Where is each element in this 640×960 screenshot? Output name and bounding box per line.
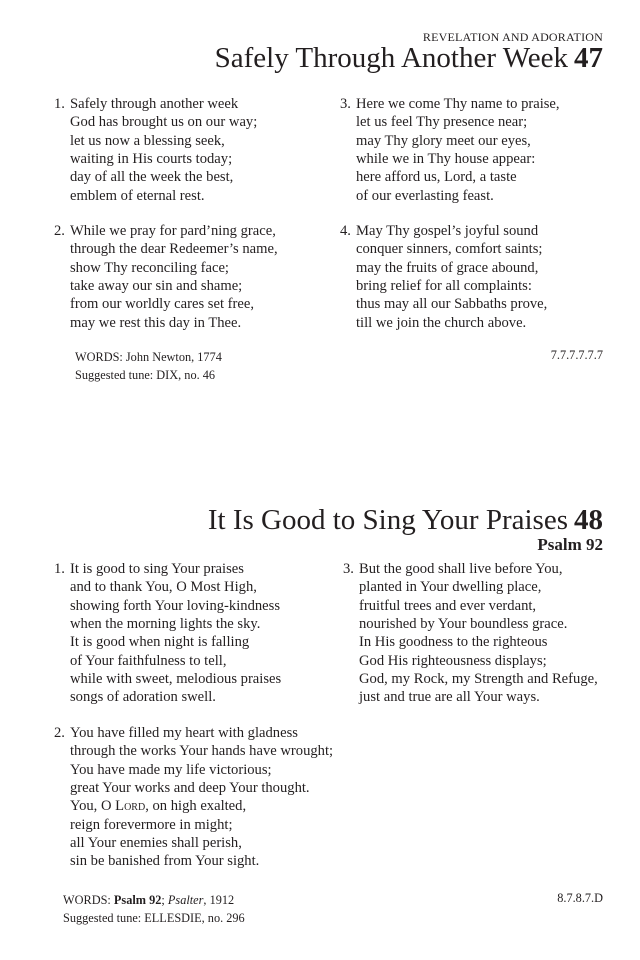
verse-line: While we pray for pard’ning grace, <box>70 223 276 239</box>
meter: 8.7.8.7.D <box>557 891 603 905</box>
suggested-tune: Suggested tune: DIX, no. 46 <box>75 368 216 382</box>
words-credit <box>63 891 245 909</box>
hymn-subtitle: Psalm 92 <box>537 535 603 554</box>
words-prefix: WORDS: <box>63 893 114 907</box>
verse-line: just and true are all Your ways. <box>359 689 540 706</box>
verse-line: It is good when night is falling <box>70 634 250 651</box>
verse-line: of Your faithfulness to tell, <box>70 652 227 669</box>
verse-line: while with sweet, melodious praises <box>70 671 282 688</box>
verse-line: songs of adoration swell. <box>70 689 216 706</box>
verse <box>54 222 278 332</box>
hymn-title-text: Safely Through Another Week <box>214 42 568 74</box>
words-year: , 1912 <box>203 893 235 907</box>
verse-line: great Your works and deep Your thought. <box>70 780 310 797</box>
meter: 7.7.7.7.7.7 <box>550 348 603 362</box>
verse-line: emblem of eternal rest. <box>70 187 205 204</box>
verse-line: waiting in His courts today; <box>70 151 233 168</box>
words-credit: WORDS: John Newton, 1774 <box>75 350 222 364</box>
hymn-title <box>215 42 603 75</box>
verse-line: sin be banished from Your sight. <box>70 853 260 870</box>
verse-number: 1. <box>54 96 65 112</box>
verse-line: May Thy gospel’s joyful sound <box>356 223 539 239</box>
verse-line: take away our sin and shame; <box>70 278 243 295</box>
verse <box>340 222 547 332</box>
verse-line: God has brought us on our way; <box>70 114 258 131</box>
verse-line: bring relief for all complaints: <box>356 278 532 295</box>
verse-line: You have filled my heart with gladness <box>70 725 298 741</box>
verse-line: Safely through another week <box>70 96 239 112</box>
verse-line: when the morning lights the sky. <box>70 616 261 633</box>
verse-line: God, my Rock, my Strength and Refuge, <box>359 671 598 688</box>
verse <box>54 95 257 205</box>
verse-line: may Thy glory meet our eyes, <box>356 132 531 149</box>
verse-number: 2. <box>54 725 65 741</box>
verse <box>343 560 598 707</box>
verse-line: conquer sinners, comfort saints; <box>356 241 543 258</box>
suggested-tune: Suggested tune: ELLESDIE, no. 296 <box>63 911 245 925</box>
credits <box>63 891 245 927</box>
verse-line: may the fruits of grace abound, <box>356 259 539 276</box>
verse-line: of our everlasting feast. <box>356 187 494 204</box>
verse-line: fruitful trees and ever verdant, <box>359 597 537 614</box>
words-source: Psalm 92 <box>113 893 162 907</box>
verse-line: Here we come Thy name to praise, <box>356 96 560 112</box>
verse-line: let us feel Thy presence near; <box>356 114 528 131</box>
verse-line: here afford us, Lord, a taste <box>356 169 517 186</box>
verse-line: through the works Your hands have wrought; <box>70 743 334 760</box>
verse-number: 4. <box>340 223 351 239</box>
words-separator: ; <box>161 893 168 907</box>
verse-line: nourished by Your boundless grace. <box>359 616 568 633</box>
verse-line: may we rest this day in Thee. <box>70 314 242 331</box>
hymn-number: 47 <box>574 42 603 74</box>
verse <box>340 95 560 205</box>
hymn-title <box>208 504 603 537</box>
hymn-title-text: It Is Good to Sing Your Praises <box>207 504 568 536</box>
hymn-number: 48 <box>574 504 603 536</box>
verse-line: till we join the church above. <box>356 314 527 331</box>
verse-line: It is good to sing Your praises <box>70 561 244 577</box>
words-psalter: Psalter <box>167 893 204 907</box>
verse-number: 2. <box>54 223 65 239</box>
verse <box>54 560 281 707</box>
verse-line: showing forth Your loving-kindness <box>70 597 280 614</box>
verse-line: You have made my life victorious; <box>70 761 272 778</box>
verse-line: thus may all our Sabbaths prove, <box>356 296 548 313</box>
credits <box>75 348 222 384</box>
verse-line: show Thy reconciling face; <box>70 259 229 276</box>
verse-line: In His goodness to the righteous <box>359 634 548 651</box>
verse-line: all Your enemies shall perish, <box>70 835 242 852</box>
verse-line: But the good shall live before You, <box>359 561 563 577</box>
verse-number: 1. <box>54 561 65 577</box>
verse-line: through the dear Redeemer’s name, <box>70 241 278 258</box>
verse-number: 3. <box>340 96 351 112</box>
verse-line: from our worldly cares set free, <box>70 296 254 313</box>
verse-line: reign forevermore in might; <box>70 816 233 833</box>
verse-line: let us now a blessing seek, <box>70 132 225 149</box>
verse-line: God His righteousness displays; <box>359 652 547 669</box>
section-heading: REVELATION AND ADORATION <box>422 30 603 44</box>
verse-line: while we in Thy house appear: <box>356 151 536 168</box>
verse-number: 3. <box>343 561 354 577</box>
verse-line: You, O Lord, on high exalted, <box>70 798 247 815</box>
verse-line: and to thank You, O Most High, <box>70 579 257 596</box>
verse-line: day of all the week the best, <box>70 169 234 186</box>
verse-line: planted in Your dwelling place, <box>359 579 542 596</box>
verse <box>54 724 333 871</box>
